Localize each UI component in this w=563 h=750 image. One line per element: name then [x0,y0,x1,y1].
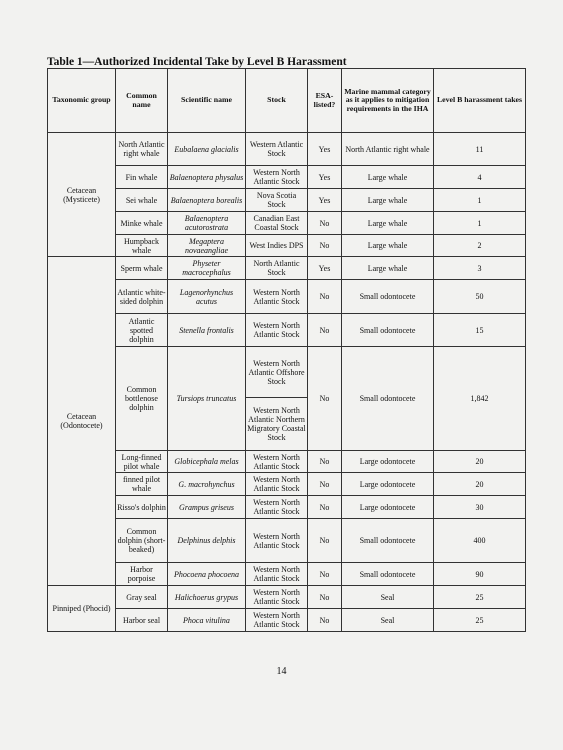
scientific-name: Globicephala melas [168,451,246,473]
header-row [48,69,526,133]
takes: 30 [434,496,526,519]
common-name: Harbor porpoise [116,563,168,586]
stock: Canadian East Coastal Stock [246,212,308,235]
table-row [48,235,526,257]
common-name: Gray seal [116,586,168,609]
scientific-name: Phocoena phocoena [168,563,246,586]
table-row [48,609,526,632]
esa-listed: No [308,563,342,586]
scientific-name: Delphinus delphis [168,519,246,563]
esa-listed: No [308,519,342,563]
category: Large whale [342,212,434,235]
category: Seal [342,609,434,632]
stock: West Indies DPS [246,235,308,257]
table-row [48,473,526,496]
category: Large whale [342,235,434,257]
esa-listed: No [308,473,342,496]
stock: Western North Atlantic Stock [246,473,308,496]
esa-listed: Yes [308,166,342,189]
common-name: Atlantic white-sided dolphin [116,280,168,314]
esa-listed: Yes [308,257,342,280]
stock: Western North Atlantic Stock [246,314,308,347]
esa-listed: Yes [308,133,342,166]
takes: 20 [434,451,526,473]
takes: 25 [434,586,526,609]
esa-listed: No [308,347,342,451]
takes: 1 [434,189,526,212]
common-name: Sperm whale [116,257,168,280]
takes: 20 [434,473,526,496]
category: Small odontocete [342,347,434,451]
common-name: Minke whale [116,212,168,235]
take-table [47,68,526,632]
scientific-name: G. macrohynchus [168,473,246,496]
common-name: Atlantic spotted dolphin [116,314,168,347]
table-title: Table 1—Authorized Incidental Take by Level B Harassment [47,56,347,68]
takes: 90 [434,563,526,586]
page-number: 14 [276,666,287,677]
scientific-name: Stenella frontalis [168,314,246,347]
stock: Nova Scotia Stock [246,189,308,212]
takes: 15 [434,314,526,347]
scientific-name: Balaenoptera physalus [168,166,246,189]
table-row [48,519,526,563]
esa-listed: Yes [308,189,342,212]
common-name: Risso's dolphin [116,496,168,519]
category: Seal [342,586,434,609]
common-name: North Atlantic right whale [116,133,168,166]
header-stock: Stock [246,69,308,133]
takes: 1 [434,212,526,235]
common-name: Fin whale [116,166,168,189]
table-row [48,212,526,235]
stock: Western North Atlantic Stock [246,280,308,314]
category: Small odontocete [342,314,434,347]
scientific-name: Halichoerus grypus [168,586,246,609]
stock: Western North Atlantic Offshore Stock [246,347,307,398]
common-name: Long-finned pilot whale [116,451,168,473]
table-row [48,133,526,166]
table-row [48,280,526,314]
scientific-name: Tursiops truncatus [168,347,246,451]
scientific-name: Eubalaena glacialis [168,133,246,166]
category: Large whale [342,189,434,212]
group-phocid: Pinniped (Phocid) [48,586,116,632]
esa-listed: No [308,586,342,609]
category: North Atlantic right whale [342,133,434,166]
stock: Western North Atlantic Stock [246,563,308,586]
takes: 11 [434,133,526,166]
stock: Western North Atlantic Stock [246,451,308,473]
scientific-name: Lagenorhynchus acutus [168,280,246,314]
scientific-name: Balaenoptera borealis [168,189,246,212]
group-odontocete: Cetacean (Odontocete) [48,257,116,586]
header-esa: ESA-listed? [308,69,342,133]
esa-listed: No [308,235,342,257]
header-common: Common name [116,69,168,133]
header-category: Marine mammal category as it applies to mitigation requirements in the IHA [342,69,434,133]
takes: 4 [434,166,526,189]
category: Large odontocete [342,451,434,473]
category: Large whale [342,166,434,189]
common-name: Common dolphin (short-beaked) [116,519,168,563]
takes: 400 [434,519,526,563]
category: Large odontocete [342,473,434,496]
esa-listed: No [308,212,342,235]
scientific-name: Phoca vitulina [168,609,246,632]
esa-listed: No [308,451,342,473]
category: Small odontocete [342,563,434,586]
takes: 2 [434,235,526,257]
stock: Western North Atlantic Stock [246,609,308,632]
stock: Western North Atlantic Stock [246,519,308,563]
esa-listed: No [308,280,342,314]
scientific-name: Balaenoptera acutorostrata [168,212,246,235]
table-row [48,496,526,519]
scientific-name: Grampus griseus [168,496,246,519]
table-row [48,451,526,473]
esa-listed: No [308,314,342,347]
category: Large odontocete [342,496,434,519]
header-takes: Level B harassment takes [434,69,526,133]
table-row [48,314,526,347]
common-name: Harbor seal [116,609,168,632]
table-row [48,563,526,586]
common-name: Humpback whale [116,235,168,257]
category: Small odontocete [342,280,434,314]
takes: 25 [434,609,526,632]
common-name: Sei whale [116,189,168,212]
scientific-name: Megaptera novaeangliae [168,235,246,257]
header-group: Taxonomic group [48,69,116,133]
takes: 1,842 [434,347,526,451]
category: Small odontocete [342,519,434,563]
table-row [48,166,526,189]
table-row [48,347,526,451]
scientific-name: Physeter macrocephalus [168,257,246,280]
esa-listed: No [308,609,342,632]
stock: North Atlantic Stock [246,257,308,280]
common-name: finned pilot whale [116,473,168,496]
common-name: Common bottlenose dolphin [116,347,168,451]
takes: 3 [434,257,526,280]
header-scientific: Scientific name [168,69,246,133]
takes: 50 [434,280,526,314]
stock: Western Atlantic Stock [246,133,308,166]
stock: Western North Atlantic Stock [246,586,308,609]
stock: Western North Atlantic Stock [246,166,308,189]
table-row [48,257,526,280]
table-row [48,189,526,212]
table-row [48,586,526,609]
group-mysticete: Cetacean (Mysticete) [48,133,116,257]
stock-secondary: Western North Atlantic Northern Migratory Coastal Stock [247,406,306,442]
esa-listed: No [308,496,342,519]
stock: Western North Atlantic Stock [246,496,308,519]
category: Large whale [342,257,434,280]
